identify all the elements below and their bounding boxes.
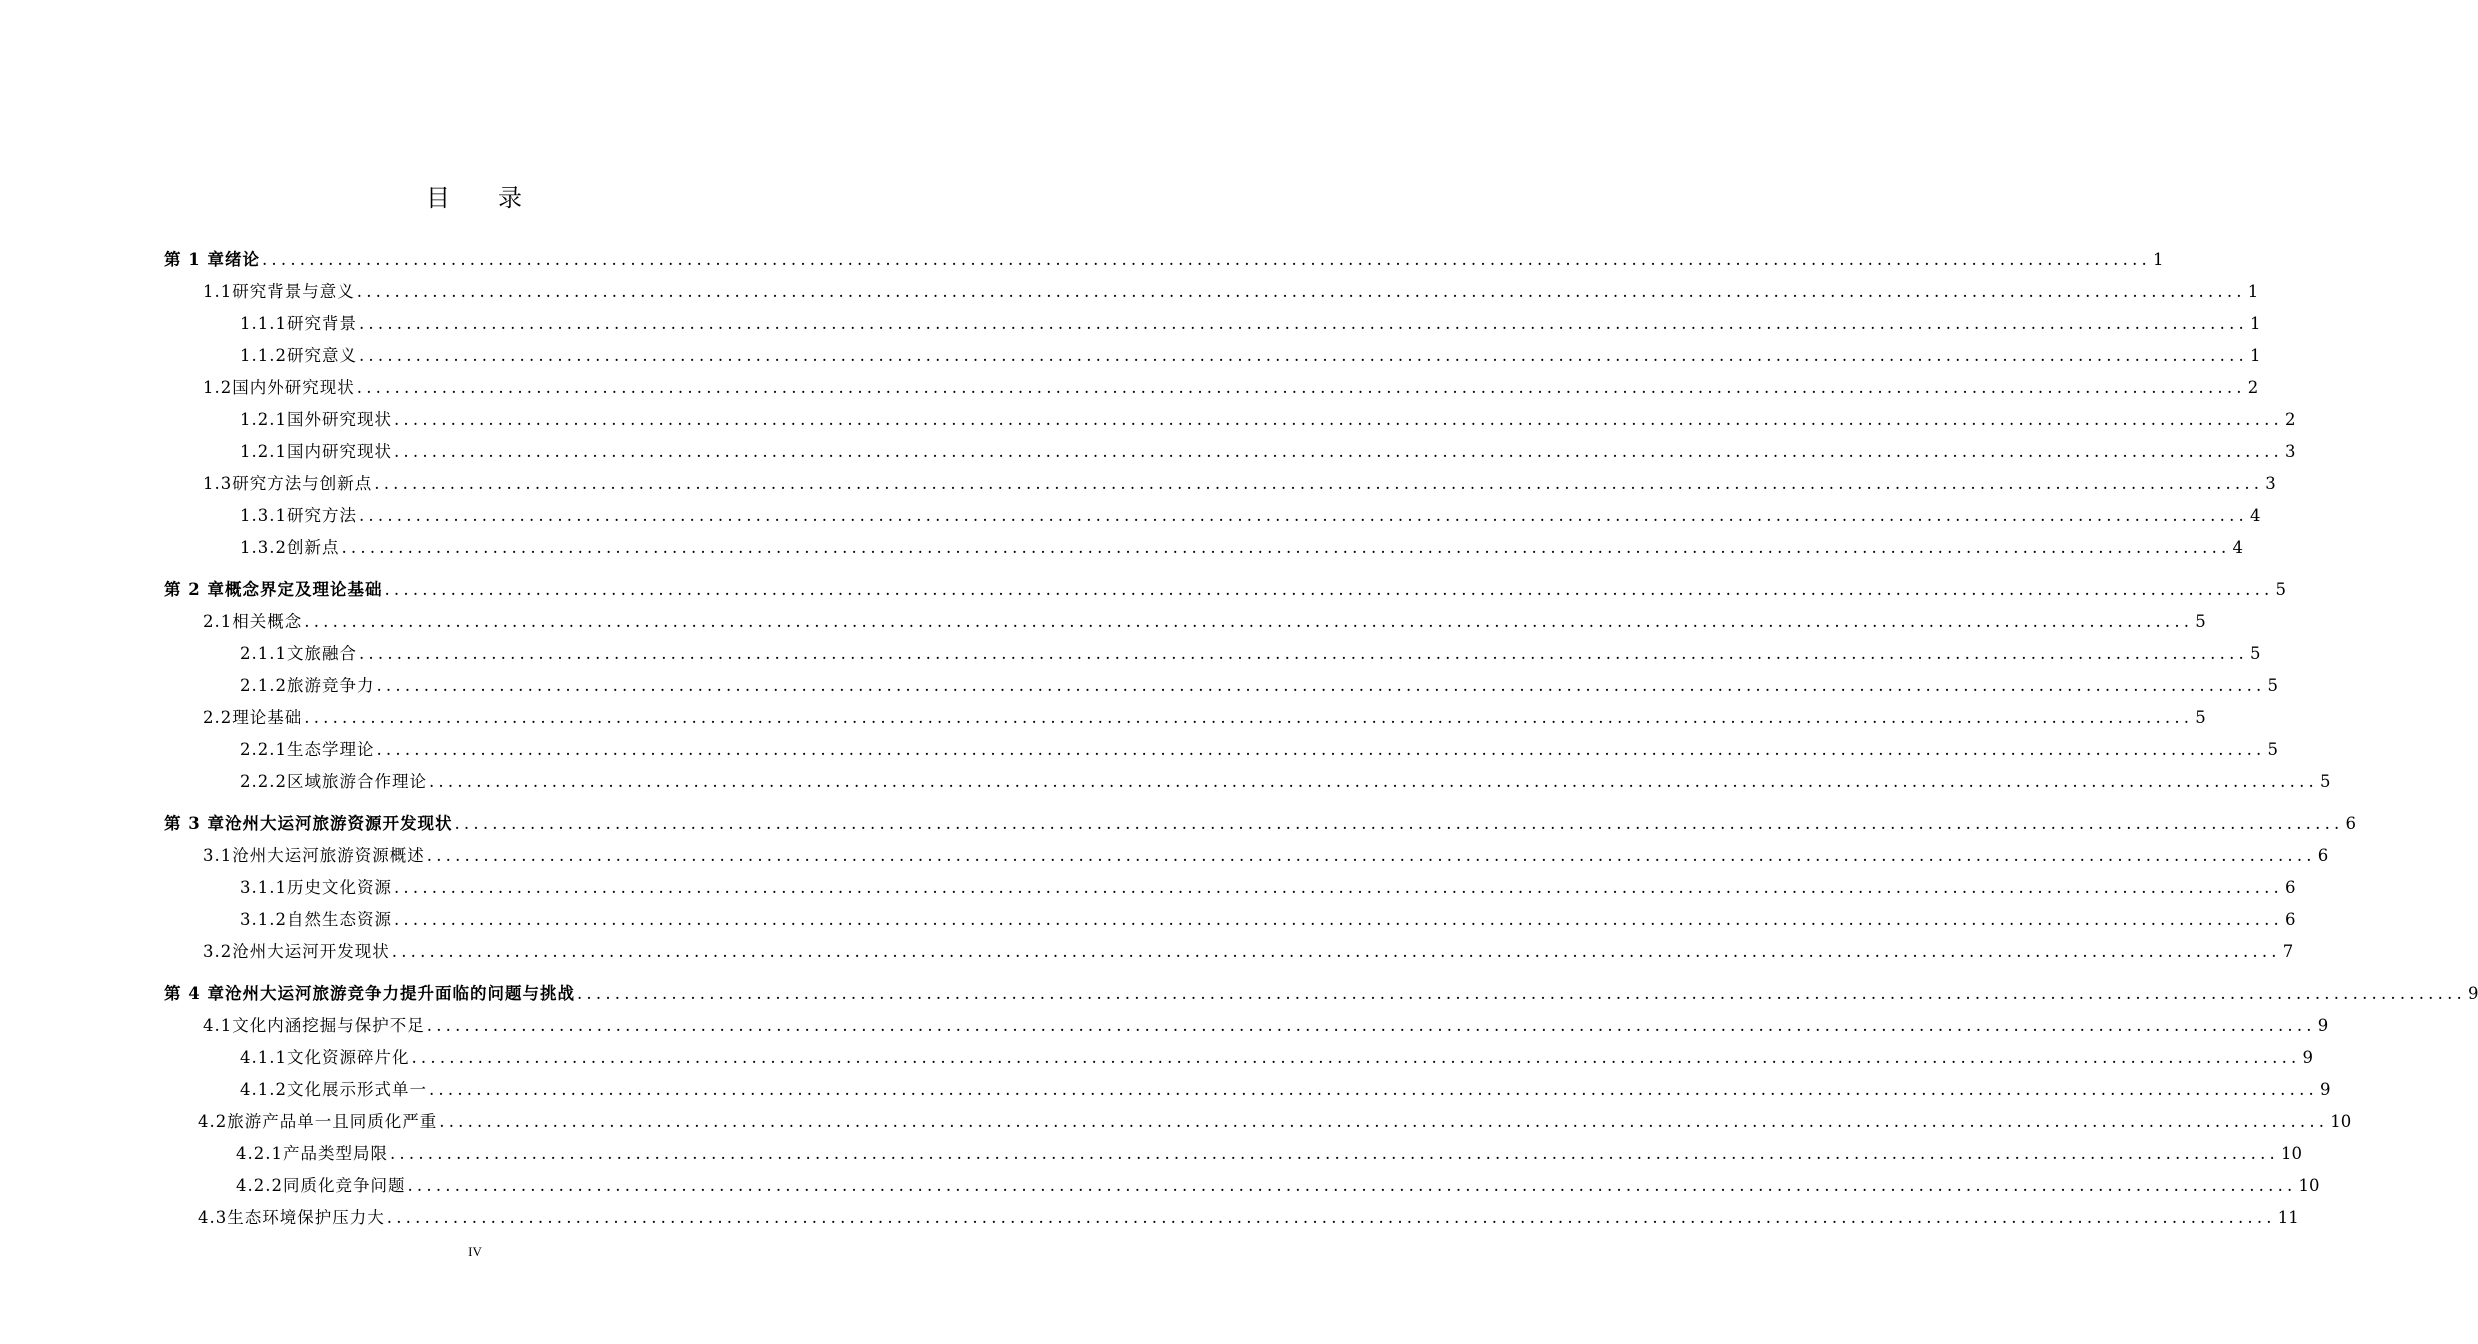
toc-entry-page: 5: [2275, 580, 2286, 599]
toc-entry-title: 区域旅游合作理论: [286, 772, 427, 791]
toc-entry-page: 1: [2249, 346, 2261, 365]
toc-entry-title: 文化资源碎片化: [286, 1048, 410, 1067]
toc-entry-page: 9: [2317, 1016, 2329, 1035]
toc-entry[interactable]: [203, 702, 2206, 734]
toc-leader-dots: ........................................................................................................................................................................................................: [426, 846, 2316, 865]
toc-entry[interactable]: [203, 840, 2329, 872]
toc-leader-dots: ........................................................................................................................................................................................................: [358, 506, 2248, 525]
toc-entry-page: 9: [2319, 1080, 2331, 1099]
toc-entry-page: 4: [2249, 506, 2261, 525]
toc-entry-title: 产品类型局限: [282, 1144, 388, 1163]
toc-leader-dots: ........................................................................................................................................................................................................: [386, 1208, 2276, 1227]
toc-leader-dots: ........................................................................................................................................................................................................: [304, 708, 2194, 727]
toc-entry-number: 3.1.2: [240, 910, 287, 929]
toc-entry-number: 1.3.1: [240, 506, 287, 525]
toc-entry-title: 旅游产品单一且同质化严重: [227, 1112, 438, 1131]
toc-leader-dots: ........................................................................................................................................................................................................: [356, 378, 2246, 397]
toc-leader-dots: ........................................................................................................................................................................................................: [358, 346, 2248, 365]
toc-entry[interactable]: [240, 308, 2261, 340]
toc-entry[interactable]: [240, 1074, 2331, 1106]
toc-entry-title: 旅游竞争力: [286, 676, 375, 695]
toc-entry-page: 5: [2249, 644, 2261, 663]
toc-entry-title: 国内研究现状: [286, 442, 392, 461]
toc-entry[interactable]: [203, 372, 2259, 404]
toc-entry-title: 文化展示形式单一: [286, 1080, 427, 1099]
toc-entry[interactable]: [164, 808, 2356, 840]
toc-leader-dots: ........................................................................................................................................................................................................: [454, 814, 2344, 833]
toc-entry[interactable]: [240, 436, 2296, 468]
toc-entry-page: 6: [2284, 910, 2296, 929]
toc-entry-number: 2.1.1: [240, 644, 287, 663]
toc-entry-page: 6: [2317, 846, 2329, 865]
page-title: [0, 178, 950, 213]
toc-leader-dots: ........................................................................................................................................................................................................: [411, 1048, 2301, 1067]
toc-leader-dots: ........................................................................................................................................................................................................: [384, 580, 2274, 599]
toc-entry[interactable]: [240, 904, 2296, 936]
toc-entry-title: 理论基础: [232, 708, 303, 727]
toc-entry-number: 2.2.2: [240, 772, 287, 791]
toc-entry[interactable]: [203, 468, 2276, 500]
toc-entry-number: 1.3.2: [240, 538, 287, 557]
toc-entry-title: 创新点: [286, 538, 340, 557]
page-number-footer: IV: [468, 1244, 482, 1259]
toc-entry-number: 3.1: [203, 846, 233, 865]
toc-entry-page: 5: [2267, 740, 2278, 759]
toc-leader-dots: ........................................................................................................................................................................................................: [341, 538, 2231, 557]
toc-entry[interactable]: [240, 872, 2296, 904]
toc-entry-page: 10: [2330, 1112, 2352, 1131]
toc-entry-title: 研究背景: [286, 314, 357, 333]
toc-entry[interactable]: [240, 638, 2261, 670]
toc-entry[interactable]: [240, 532, 2243, 564]
toc-entry-page: 2: [2247, 378, 2259, 397]
toc-entry-title: 相关概念: [232, 612, 303, 631]
toc-entry[interactable]: [198, 1106, 2352, 1138]
toc-entry-number: 4.1: [203, 1016, 233, 1035]
toc-entry-page: 5: [2195, 612, 2206, 631]
toc-leader-dots: ........................................................................................................................................................................................................: [358, 314, 2248, 333]
toc-entry-page: 11: [2277, 1208, 2299, 1227]
toc-entry[interactable]: [240, 1042, 2313, 1074]
toc-entry-title: 同质化竞争问题: [282, 1176, 406, 1195]
toc-entry[interactable]: [240, 766, 2331, 798]
toc-entry[interactable]: [164, 244, 2164, 276]
toc-entry-page: 3: [2284, 442, 2296, 461]
toc-leader-dots: ........................................................................................................................................................................................................: [428, 1080, 2318, 1099]
toc-entry[interactable]: [236, 1138, 2302, 1170]
toc-entry-page: 7: [2282, 942, 2294, 961]
toc-entry-number: 第 2 章: [164, 580, 225, 599]
toc-entry-title: 生态环境保护压力大: [227, 1208, 385, 1227]
toc-entry-number: 1.2.1: [240, 442, 287, 461]
toc-entry-title: 沧州大运河旅游竞争力提升面临的问题与挑战: [224, 984, 575, 1003]
toc-leader-dots: ........................................................................................................................................................................................................: [393, 410, 2283, 429]
toc-entry-number: 1.3: [203, 474, 233, 493]
toc-leader-dots: ........................................................................................................................................................................................................: [356, 282, 2246, 301]
toc-entry[interactable]: [164, 978, 2478, 1010]
toc-leader-dots: ........................................................................................................................................................................................................: [439, 1112, 2329, 1131]
toc-leader-dots: ........................................................................................................................................................................................................: [407, 1176, 2297, 1195]
toc-leader-dots: ........................................................................................................................................................................................................: [389, 1144, 2279, 1163]
toc-entry-title: 历史文化资源: [286, 878, 392, 897]
toc-entry-page: 4: [2232, 538, 2243, 557]
toc-entry-number: 2.2: [203, 708, 233, 727]
toc-entry-number: 4.2.2: [236, 1176, 283, 1195]
toc-entry-number: 4.2.1: [236, 1144, 283, 1163]
toc-entry-number: 3.1.1: [240, 878, 287, 897]
toc-entry[interactable]: [203, 276, 2259, 308]
toc-entry-page: 10: [2298, 1176, 2320, 1195]
toc-entry[interactable]: [240, 670, 2278, 702]
toc-entry-page: 10: [2280, 1144, 2302, 1163]
toc-entry-page: 6: [2284, 878, 2296, 897]
toc-entry-number: 4.2: [198, 1112, 228, 1131]
toc-entry-title: 国外研究现状: [286, 410, 392, 429]
toc-entry-page: 9: [2467, 984, 2478, 1003]
toc-entry-page: 5: [2267, 676, 2278, 695]
toc-entry-page: 1: [2249, 314, 2261, 333]
toc-leader-dots: ........................................................................................................................................................................................................: [374, 474, 2264, 493]
toc-leader-dots: ........................................................................................................................................................................................................: [428, 772, 2318, 791]
toc-entry-page: 1: [2152, 250, 2164, 269]
toc-entry-title: 文化内涵挖掘与保护不足: [232, 1016, 425, 1035]
toc-entry-title: 文旅融合: [286, 644, 357, 663]
toc-entry-page: 3: [2265, 474, 2276, 493]
toc-entry-page: 2: [2284, 410, 2296, 429]
toc-leader-dots: ........................................................................................................................................................................................................: [576, 984, 2466, 1003]
toc-entry-title: 沧州大运河旅游资源开发现状: [224, 814, 453, 833]
toc-entry[interactable]: [240, 500, 2261, 532]
toc-entry-number: 3.2: [203, 942, 233, 961]
toc-entry[interactable]: [240, 404, 2296, 436]
toc-entry[interactable]: [164, 574, 2286, 606]
title-char-1: 目: [426, 184, 452, 212]
toc-entry-page: 5: [2195, 708, 2206, 727]
toc-entry-page: 5: [2319, 772, 2331, 791]
toc-entry-number: 2.1: [203, 612, 233, 631]
toc-leader-dots: ........................................................................................................................................................................................................: [376, 740, 2266, 759]
toc-entry-title: 研究意义: [286, 346, 357, 365]
toc-entry-title: 生态学理论: [286, 740, 375, 759]
toc-entry[interactable]: [203, 1010, 2329, 1042]
toc-entry-title: 研究方法: [286, 506, 357, 525]
toc-entry-number: 第 4 章: [164, 984, 225, 1003]
toc-entry-page: 9: [2302, 1048, 2313, 1067]
toc-entry-number: 1.1.2: [240, 346, 287, 365]
toc-entry-number: 4.1.2: [240, 1080, 287, 1099]
toc-entry-page: 6: [2345, 814, 2356, 833]
toc-entry-number: 第 1 章: [164, 250, 225, 269]
toc-entry[interactable]: [236, 1170, 2320, 1202]
toc-entry-number: 第 3 章: [164, 814, 225, 833]
toc-entry-number: 4.3: [198, 1208, 228, 1227]
toc-leader-dots: ........................................................................................................................................................................................................: [393, 878, 2283, 897]
toc-entry-title: 国内外研究现状: [232, 378, 355, 397]
toc-entry-page: 1: [2247, 282, 2259, 301]
toc-leader-dots: ........................................................................................................................................................................................................: [358, 644, 2248, 663]
toc-entry[interactable]: [203, 606, 2206, 638]
toc-entry-number: 1.2: [203, 378, 233, 397]
toc-entry-title: 自然生态资源: [286, 910, 392, 929]
toc-entry-title: 概念界定及理论基础: [224, 580, 383, 599]
toc-leader-dots: ........................................................................................................................................................................................................: [391, 942, 2281, 961]
toc-entry-number: 1.2.1: [240, 410, 287, 429]
toc-entry-title: 研究背景与意义: [232, 282, 355, 301]
toc-entry[interactable]: [198, 1202, 2299, 1234]
toc-entry[interactable]: [240, 340, 2261, 372]
toc-entry-title: 研究方法与创新点: [232, 474, 373, 493]
toc-entry-number: 2.1.2: [240, 676, 287, 695]
toc-entry-number: 1.1: [203, 282, 233, 301]
toc-entry-title: 沧州大运河旅游资源概述: [232, 846, 425, 865]
toc-entry-number: 4.1.1: [240, 1048, 287, 1067]
toc-entry-number: 1.1.1: [240, 314, 287, 333]
toc-leader-dots: ........................................................................................................................................................................................................: [376, 676, 2266, 695]
toc-entry-title: 绪论: [224, 250, 260, 269]
toc-leader-dots: ........................................................................................................................................................................................................: [304, 612, 2194, 631]
toc-leader-dots: ........................................................................................................................................................................................................: [393, 910, 2283, 929]
toc-entry-title: 沧州大运河开发现状: [232, 942, 390, 961]
toc-leader-dots: ........................................................................................................................................................................................................: [426, 1016, 2316, 1035]
toc-entry[interactable]: [240, 734, 2278, 766]
toc-entry[interactable]: [203, 936, 2294, 968]
title-char-2: 录: [498, 184, 524, 212]
toc-leader-dots: ........................................................................................................................................................................................................: [261, 250, 2151, 269]
toc-leader-dots: ........................................................................................................................................................................................................: [393, 442, 2283, 461]
toc-entry-number: 2.2.1: [240, 740, 287, 759]
